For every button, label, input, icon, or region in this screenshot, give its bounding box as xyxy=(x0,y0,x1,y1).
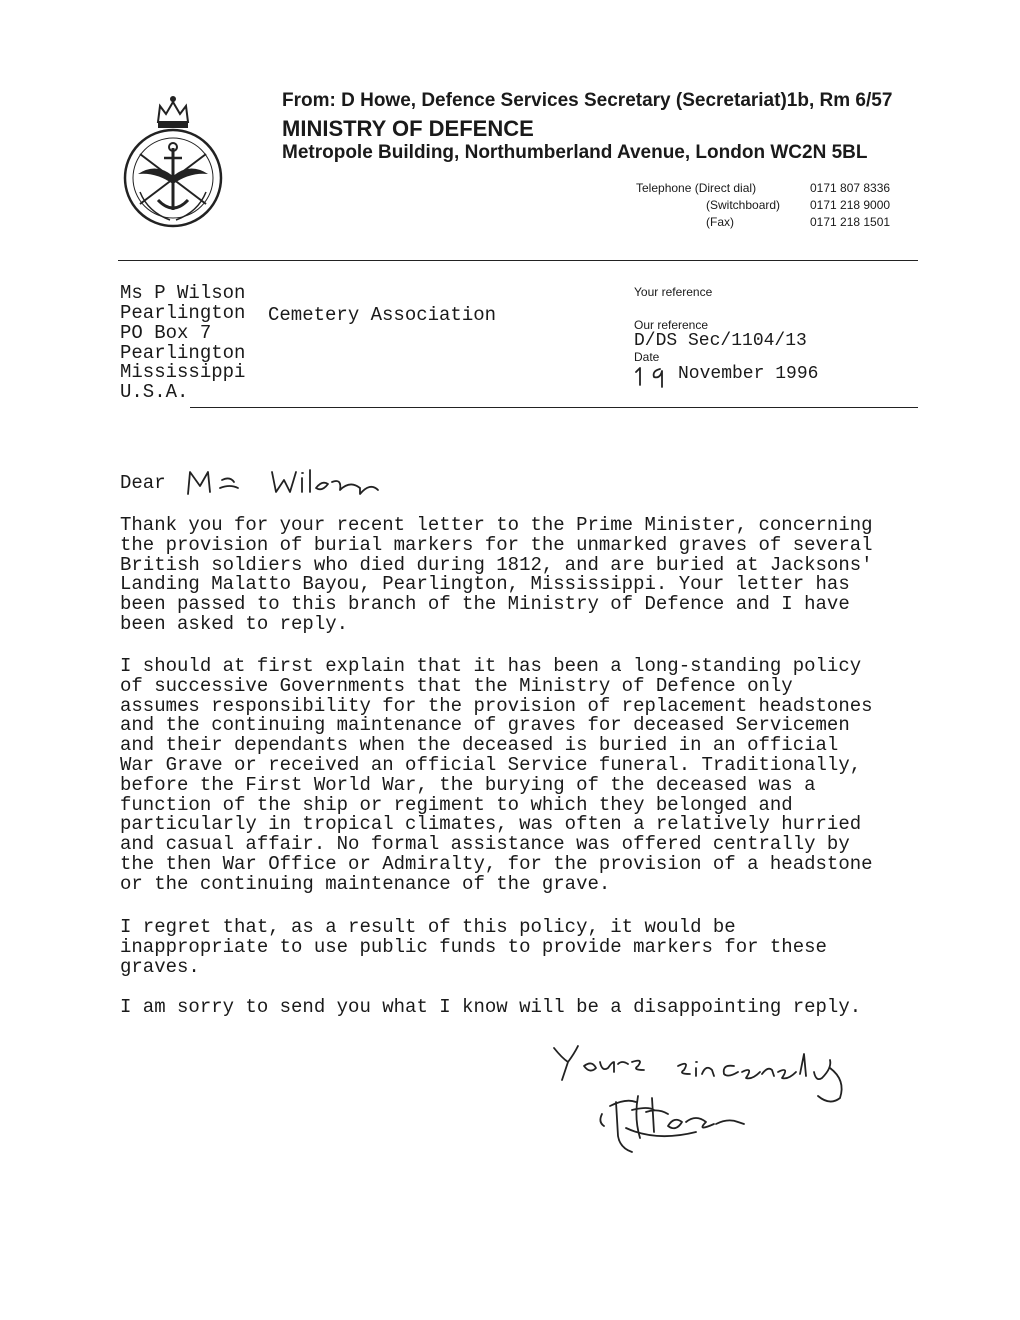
telephone-switchboard-number: 0171 218 9000 xyxy=(810,198,891,212)
paragraph-3 xyxy=(120,918,827,977)
our-reference-value: D/DS Sec/1104/13 xyxy=(634,331,807,351)
recipient-state: Mississippi xyxy=(120,361,246,383)
paragraph-line: Landing Malatto Bayou, Pearlington, Mississippi. Your letter has xyxy=(120,573,850,596)
paragraph-line: the provision of burial markers for the unmarked graves of several xyxy=(120,533,873,556)
handwritten-salutation-name xyxy=(182,464,382,498)
paragraph-line: and the continuing maintenance of graves for deceased Servicemen xyxy=(120,714,850,737)
paragraph-line: or the continuing maintenance of the grave. xyxy=(120,872,611,895)
recipient-org-line-2: Cemetery Association xyxy=(268,304,497,326)
paragraph-line: graves. xyxy=(120,955,200,978)
ministry-title: MINISTRY OF DEFENCE xyxy=(282,116,534,141)
paragraph-line: War Grave or received an official Service funeral. Traditionally, xyxy=(120,753,862,776)
paragraph-line: Thank you for your recent letter to the Prime Minister, concerning xyxy=(120,514,873,536)
paragraph-1 xyxy=(120,516,873,635)
paragraph-line: been asked to reply. xyxy=(120,612,349,635)
date-value: November 1996 xyxy=(678,364,819,384)
our-reference-label: Our reference xyxy=(634,318,709,332)
paragraph-line: assumes responsibility for the provision of replacement headstones xyxy=(120,694,873,717)
paragraph-line: inappropriate to use public funds to provide markers for these xyxy=(120,935,827,958)
paragraph-line: I am sorry to send you what I know will be a disappointing reply. xyxy=(120,996,862,1018)
telephone-fax-number: 0171 218 1501 xyxy=(810,215,891,229)
handwritten-date-day xyxy=(632,363,674,389)
telephone-switchboard-label: (Switchboard) xyxy=(706,198,781,212)
from-line: From: D Howe, Defence Services Secretary (Secretariat)1b, Rm 6/57 xyxy=(282,90,893,111)
date-label: Date xyxy=(634,350,660,364)
salutation-dear: Dear xyxy=(120,472,166,494)
paragraph-line: before the First World War, the burying of the deceased was a xyxy=(120,773,816,796)
header-divider xyxy=(118,260,918,261)
telephone-direct-number: 0171 807 8336 xyxy=(810,181,891,195)
paragraph-4 xyxy=(120,998,861,1018)
paragraph-line: been passed to this branch of the Ministry of Defence and I have xyxy=(120,593,850,616)
paragraph-line: function of the ship or regiment to which they belonged and xyxy=(120,793,793,816)
recipient-city: Pearlington xyxy=(120,342,246,364)
telephone-direct-label: Telephone (Direct dial) xyxy=(636,181,757,195)
paragraph-line: I regret that, as a result of this policy, it would be xyxy=(120,916,736,938)
paragraph-line: the then War Office or Admiralty, for the provision of a headstone xyxy=(120,852,873,875)
ministry-address: Metropole Building, Northumberland Avenue, London WC2N 5BL xyxy=(282,142,868,163)
paragraph-line: particularly in tropical climates, was often a relatively hurried xyxy=(120,813,862,836)
handwritten-signature xyxy=(596,1088,756,1168)
your-reference-label: Your reference xyxy=(634,285,713,299)
paragraph-line: British soldiers who died during 1812, and are buried at Jacksons' xyxy=(120,553,873,576)
recipient-po-box: PO Box 7 xyxy=(120,322,212,344)
paragraph-line: and their dependants when the deceased is buried in an official xyxy=(120,734,839,757)
paragraph-line: of successive Governments that the Ministry of Defence only xyxy=(120,674,793,697)
recipient-country: U.S.A. xyxy=(120,381,189,403)
address-divider xyxy=(190,407,918,408)
recipient-name: Ms P Wilson xyxy=(120,282,246,304)
paragraph-2 xyxy=(120,657,873,895)
ministry-crest-icon xyxy=(118,92,228,230)
paragraph-line: and casual affair. No formal assistance was offered centrally by xyxy=(120,833,850,856)
telephone-fax-label: (Fax) xyxy=(706,215,734,229)
paragraph-line: I should at first explain that it has been a long-standing policy xyxy=(120,655,862,677)
recipient-org-line-1: Pearlington xyxy=(120,302,246,324)
